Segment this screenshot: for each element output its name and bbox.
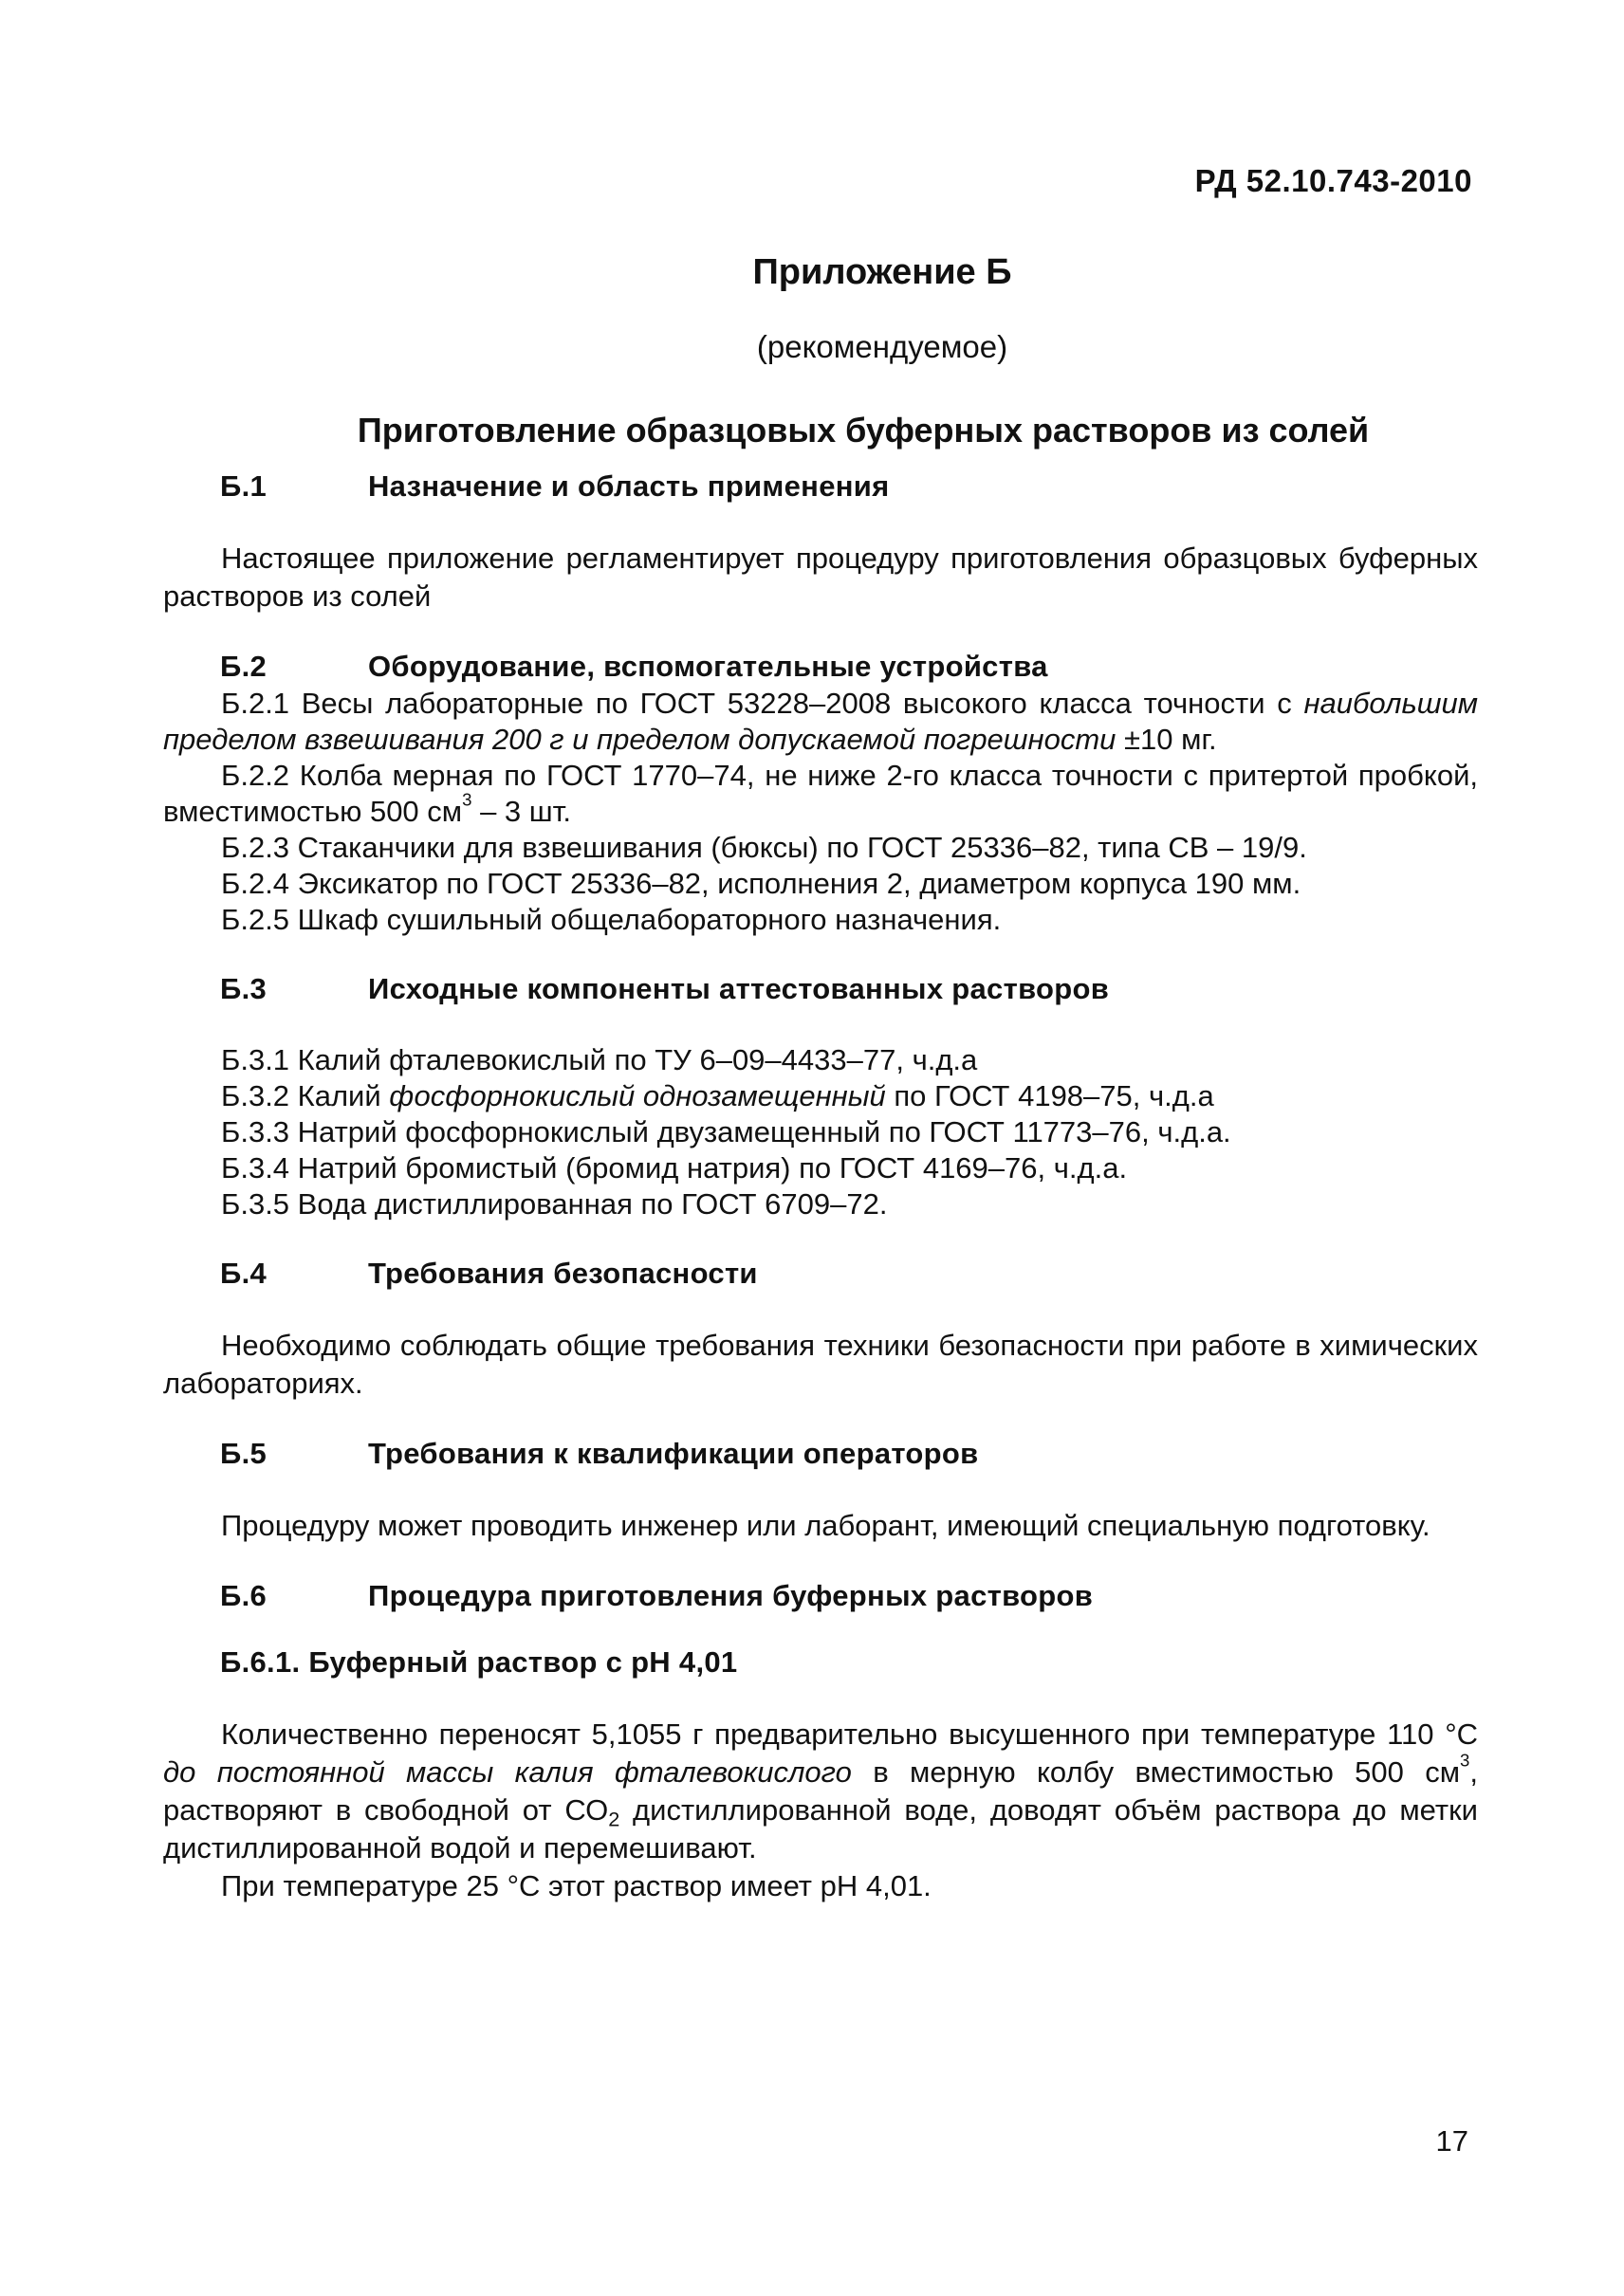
section-heading-b3 xyxy=(163,970,1478,1008)
section-b4-text: Необходимо соблюдать общие требования техники безопасности при работе в химических лабораториях. xyxy=(163,1329,1478,1400)
section-heading-b2 xyxy=(163,648,1478,686)
section-title: Назначение и область применения xyxy=(368,469,890,503)
appendix-title: Приложение Б xyxy=(752,252,1012,292)
document-code: РД 52.10.743-2010 xyxy=(1194,163,1472,198)
section-title: Процедура приготовления буферных растворов xyxy=(368,1579,1094,1612)
appendix-heading: Приготовление образцовых буферных растворов из солей xyxy=(357,411,1370,450)
section-number: Б.6 xyxy=(220,1579,268,1612)
section-b6-1-note: При температуре 25 °С этот раствор имеет рН 4,01. xyxy=(221,1869,932,1902)
section-b1-text: Настоящее приложение регламентирует процедуру приготовления образцовых буферных растворов из солей xyxy=(163,542,1478,613)
section-number: Б.5 xyxy=(220,1437,268,1470)
item-b3-5: Б.3.5 Вода дистиллированная по ГОСТ 6709–72. xyxy=(221,1187,888,1221)
subsection-title: Б.6.1. Буферный раствор с рН 4,01 xyxy=(220,1645,738,1679)
item-b2-1: Б.2.1 Весы лабораторные по ГОСТ 53228–2008 высокого класса точности с наибольшим пределом взвешивания 200 г и пределом допускаемой погрешности ±10 мг. xyxy=(163,687,1478,756)
page-number: 17 xyxy=(1435,2124,1468,2158)
section-heading-b6 xyxy=(163,1577,1478,1615)
section-heading-b5 xyxy=(163,1435,1478,1473)
section-heading-b1 xyxy=(163,468,1478,505)
section-number: Б.1 xyxy=(220,469,268,503)
page-content xyxy=(163,237,1478,1905)
section-b6-1-text: Количественно переносят 5,1055 г предварительно высушенного при температуре 110 °С до постоянной массы калия фталевокислого в мерную колбу вместимостью 500 $см^3$, растворяют в свободной от $СО_2$ дистиллированной воде, доводят объём раствора до метки дистиллированной водой и перемешивают. xyxy=(163,1717,1478,1864)
item-b2-3: Б.2.3 Стаканчики для взвешивания (бюксы) по ГОСТ 25336–82, типа СВ – 19/9. xyxy=(221,831,1307,864)
section-number: Б.4 xyxy=(220,1257,268,1290)
section-title: Оборудование, вспомогательные устройства xyxy=(368,650,1048,683)
item-b2-5: Б.2.5 Шкаф сушильный общелабораторного назначения. xyxy=(221,903,1002,936)
section-b5-text: Процедуру может проводить инженер или лаборант, имеющий специальную подготовку. xyxy=(221,1509,1430,1542)
item-b3-3: Б.3.3 Натрий фосфорнокислый двузамещенный по ГОСТ 11773–76, ч.д.а. xyxy=(221,1115,1231,1148)
item-b2-4: Б.2.4 Эксикатор по ГОСТ 25336–82, исполнения 2, диаметром корпуса 190 мм. xyxy=(221,867,1301,900)
section-title: Требования к квалификации операторов xyxy=(368,1437,979,1470)
subsection-heading-b6-1 xyxy=(163,1644,1478,1681)
item-b3-2: Б.3.2 Калий фосфорнокислый однозамещенный по ГОСТ 4198–75, ч.д.а xyxy=(221,1079,1214,1112)
item-b3-4: Б.3.4 Натрий бромистый (бромид натрия) по ГОСТ 4169–76, ч.д.а. xyxy=(221,1151,1128,1185)
section-number: Б.3 xyxy=(220,972,268,1005)
section-number: Б.2 xyxy=(220,650,268,683)
item-b3-1: Б.3.1 Калий фталевокислый по ТУ 6–09–4433–77, ч.д.а xyxy=(221,1043,978,1076)
section-title: Требования безопасности xyxy=(368,1257,758,1290)
section-heading-b4 xyxy=(163,1255,1478,1293)
item-b2-2: Б.2.2 Колба мерная по ГОСТ 1770–74, не ниже 2-го класса точности с притертой пробкой, вместимостью 500 $см^3 - 3$ шт. xyxy=(163,759,1478,828)
appendix-subtitle: (рекомендуемое) xyxy=(756,329,1008,364)
section-title: Исходные компоненты аттестованных растворов xyxy=(368,972,1110,1005)
